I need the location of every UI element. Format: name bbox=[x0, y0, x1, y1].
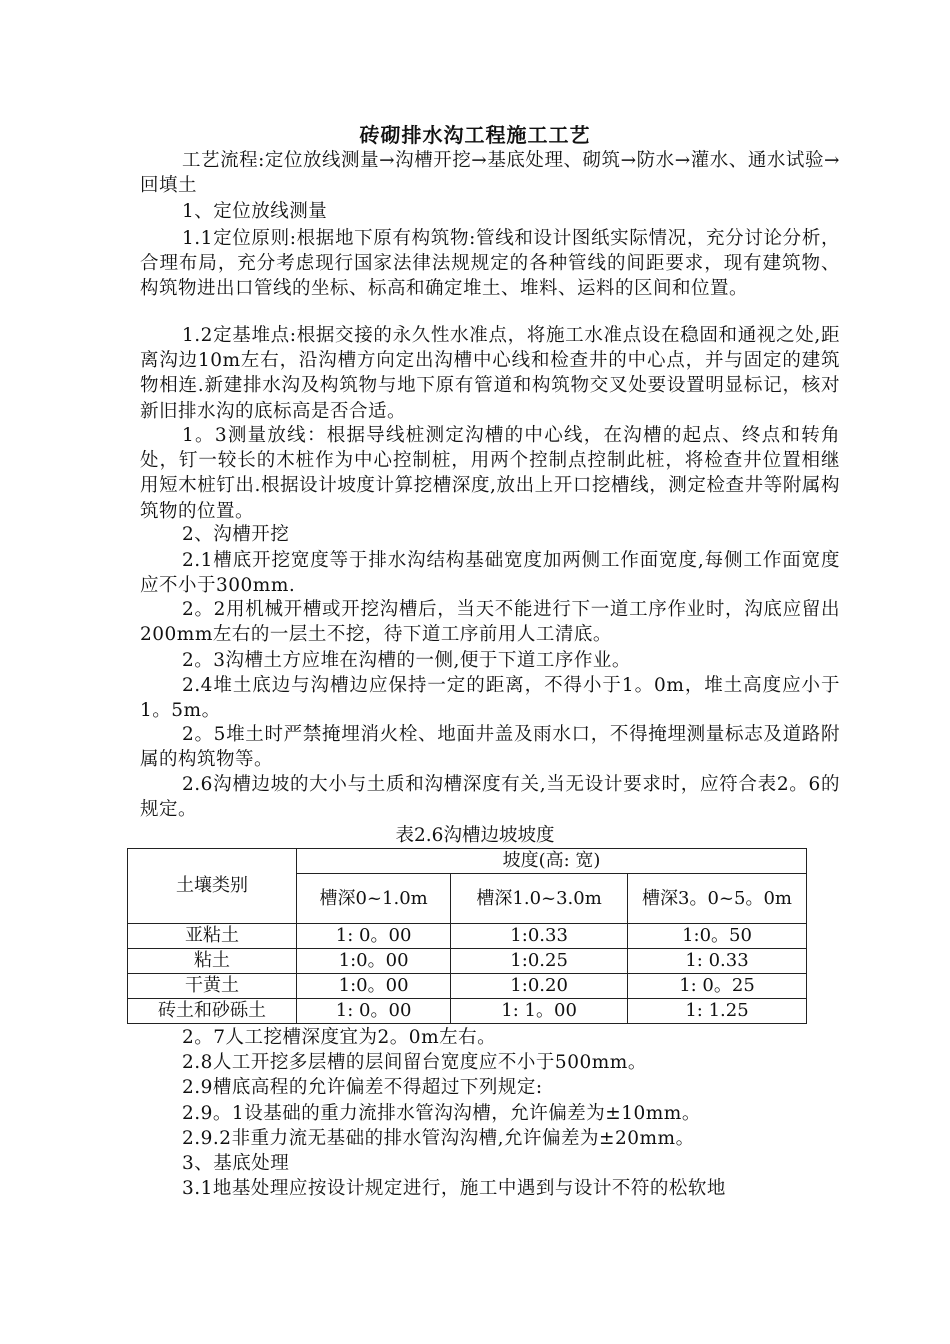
table-cell: 1: 0。00 bbox=[297, 999, 451, 1024]
header-depth-1: 槽深0~1.0m bbox=[297, 874, 451, 924]
header-depth-3: 槽深3。0~5。0m bbox=[628, 874, 807, 924]
paragraph-2-6: 2.6沟槽边坡的大小与土质和沟槽深度有关,当无设计要求时，应符合表2。6的规定。 bbox=[140, 774, 840, 821]
table-cell: 1:0。50 bbox=[628, 924, 807, 949]
table-row bbox=[128, 999, 807, 1024]
table-caption: 表2.6沟槽边坡坡度 bbox=[395, 825, 555, 846]
paragraph-1-3: 1。3测量放线：根据导线桩测定沟槽的中心线，在沟槽的起点、终点和转角处，钉一较长的木桩作为中心控制桩，用两个控制点控制此桩，将检查井位置相继用短木桩钉出.根据设计坡度计算挖槽深度,放出上开口挖槽线，测定检查井等附属构筑物的位置。 bbox=[140, 425, 840, 522]
paragraph-2-9-2: 2.9.2非重力流无基础的排水管沟沟槽,允许偏差为±20mm。 bbox=[182, 1127, 695, 1149]
section-heading-1: 1、定位放线测量 bbox=[182, 201, 328, 222]
table-cell: 1: 0.33 bbox=[628, 949, 807, 974]
paragraph-2-4: 2.4堆土底边与沟槽边应保持一定的距离，不得小于1。0m，堆土高度应小于1。5m。 bbox=[140, 675, 840, 722]
paragraph-2-1: 2.1槽底开挖宽度等于排水沟结构基础宽度加两侧工作面宽度,每侧工作面宽度应不小于300mm. bbox=[140, 550, 840, 597]
table-cell: 1:0。00 bbox=[297, 949, 451, 974]
table-cell: 1:0.20 bbox=[451, 974, 628, 999]
table-cell: 1: 0。25 bbox=[628, 974, 807, 999]
paragraph-2-2: 2。2用机械开槽或开挖沟槽后，当天不能进行下一道工序作业时，沟底应留出200mm左右的一层土不挖，待下道工序前用人工清底。 bbox=[140, 599, 840, 646]
table-cell: 1:0。00 bbox=[297, 974, 451, 999]
paragraph-2-8: 2.8人工开挖多层槽的层间留台宽度应不小于500mm。 bbox=[182, 1052, 647, 1074]
table-cell: 1:0.33 bbox=[451, 924, 628, 949]
table-header-row bbox=[128, 849, 807, 874]
paragraph-1-2: 1.2定基堆点:根据交接的永久性水准点，将施工水准点设在稳固和通视之处,距离沟边10m左右，沿沟槽方向定出沟槽中心线和检查井的中心点，并与固定的建筑物相连.新建排水沟及构筑物与地下原有管道和构筑物交叉处要设置明显标记，核对新旧排水沟的底标高是否合适。 bbox=[140, 325, 840, 422]
section-heading-3: 3、基底处理 bbox=[182, 1153, 290, 1175]
table-cell: 1:0.25 bbox=[451, 949, 628, 974]
table-cell: 1: 1。00 bbox=[451, 999, 628, 1024]
header-depth-2: 槽深1.0~3.0m bbox=[451, 874, 628, 924]
document-title: 砖砌排水沟工程施工工艺 bbox=[359, 123, 591, 147]
table-cell: 亚粘土 bbox=[128, 924, 297, 949]
table-row bbox=[128, 949, 807, 974]
post-table-lines bbox=[140, 1025, 840, 1201]
table-cell: 粘土 bbox=[128, 949, 297, 974]
paragraph-2-3: 2。3沟槽土方应堆在沟槽的一侧,便于下道工序作业。 bbox=[182, 650, 631, 671]
table-row bbox=[128, 924, 807, 949]
paragraph-2-9-1: 2.9。1设基础的重力流排水管沟沟槽，允许偏差为±10mm。 bbox=[182, 1102, 701, 1124]
paragraph-process-flow: 工艺流程:定位放线测量→沟槽开挖→基底处理、砌筑→防水→灌水、通水试验→回填土 bbox=[140, 150, 840, 197]
table-cell: 1: 1.25 bbox=[628, 999, 807, 1024]
paragraph-2-7: 2。7人工挖槽深度宜为2。0m左右。 bbox=[182, 1027, 497, 1048]
paragraph-3-1: 3.1地基处理应按设计规定进行，施工中遇到与设计不符的松软地 bbox=[182, 1178, 726, 1200]
header-soil-type: 土壤类别 bbox=[128, 849, 297, 924]
section-heading-2: 2、沟槽开挖 bbox=[182, 524, 290, 545]
table-cell: 干黄土 bbox=[128, 974, 297, 999]
header-slope: 坡度(高: 宽) bbox=[297, 849, 807, 874]
paragraph-2-5: 2。5堆土时严禁掩埋消火栓、地面井盖及雨水口，不得掩埋测量标志及道路附属的构筑物等。 bbox=[140, 724, 840, 771]
table-cell: 砖土和砂砾土 bbox=[128, 999, 297, 1024]
table-cell: 1: 0。00 bbox=[297, 924, 451, 949]
slope-table bbox=[127, 848, 807, 1024]
paragraph-1-1: 1.1定位原则:根据地下原有构筑物:管线和设计图纸实际情况，充分讨论分析，合理布局，充分考虑现行国家法律法规规定的各种管线的间距要求，现有建筑物、构筑物进出口管线的坐标、标高和确定堆土、堆料、运料的区间和位置。 bbox=[140, 228, 840, 300]
table-row bbox=[128, 974, 807, 999]
paragraph-2-9: 2.9槽底高程的允许偏差不得超过下列规定: bbox=[182, 1077, 543, 1099]
